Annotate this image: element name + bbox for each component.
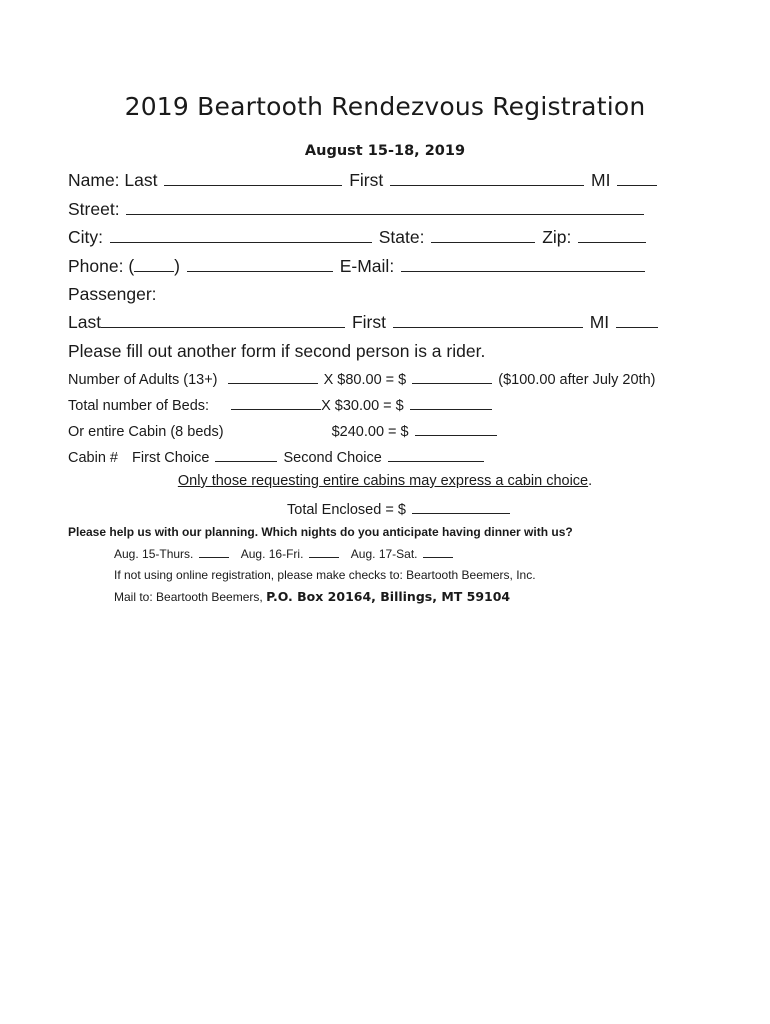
phone-label: Phone: ( — [68, 256, 135, 276]
cabin-label: Or entire Cabin (8 beds) — [68, 424, 224, 440]
cabin-note-row — [0, 473, 770, 489]
city-label: City: — [68, 227, 103, 247]
checks-note: If not using online registration, please make checks to: Beartooth Beemers, Inc. — [114, 568, 536, 582]
last-name-label: Name: Last — [68, 170, 158, 190]
total-row — [287, 499, 512, 518]
beds-row — [68, 395, 494, 414]
city-row — [68, 227, 648, 248]
street-field[interactable] — [126, 200, 644, 215]
mail-label: Mail to: Beartooth Beemers, — [114, 590, 263, 604]
zip-field[interactable] — [578, 228, 646, 243]
friday-label: Aug. 16-Fri. — [240, 547, 304, 561]
mail-row — [114, 589, 510, 604]
beds-label: Total number of Beds: — [68, 398, 210, 414]
email-field[interactable] — [401, 257, 645, 272]
cabin-row — [68, 421, 499, 440]
passenger-mi-field[interactable] — [616, 313, 658, 328]
mi-field[interactable] — [617, 171, 657, 186]
first-name-field[interactable] — [390, 171, 584, 186]
saturday-label: Aug. 17-Sat. — [350, 547, 418, 561]
state-label: State: — [378, 227, 425, 247]
passenger-label: Passenger: — [68, 284, 157, 304]
mi-label: MI — [591, 170, 611, 190]
adults-count-field[interactable] — [228, 369, 318, 384]
city-field[interactable] — [110, 228, 372, 243]
cabin-note: Only those requesting entire cabins may express a cabin choice — [177, 473, 589, 489]
mail-address: P.O. Box 20164, Billings, MT 59104 — [266, 589, 511, 604]
zip-label: Zip: — [542, 227, 572, 247]
form-title: 2019 Beartooth Rendezvous Registration — [124, 92, 646, 121]
passenger-first-field[interactable] — [393, 313, 583, 328]
passenger-last-label: Last — [68, 312, 102, 332]
second-choice-field[interactable] — [388, 447, 484, 462]
cabin-number-label: Cabin # — [68, 450, 118, 466]
email-label: E-Mail: — [339, 256, 395, 276]
cabin-price: $240.00 = $ — [331, 424, 409, 440]
phone-row — [68, 256, 647, 277]
saturday-field[interactable] — [423, 546, 453, 558]
passenger-first-label: First — [351, 312, 386, 332]
adults-price: X $80.00 = $ — [323, 372, 407, 388]
street-row — [68, 199, 646, 220]
beds-price: X $30.00 = $ — [321, 398, 404, 414]
dinner-question: Please help us with our planning. Which nights do you anticipate having dinner with us? — [68, 525, 573, 539]
second-choice-label: Second Choice — [283, 450, 382, 466]
first-choice-field[interactable] — [215, 447, 277, 462]
first-choice-label: First Choice — [132, 450, 210, 466]
adults-late-price: ($100.00 after July 20th) — [498, 372, 656, 388]
thursday-field[interactable] — [199, 546, 229, 558]
adults-total-field[interactable] — [412, 369, 492, 384]
cabin-total-field[interactable] — [415, 421, 497, 436]
total-field[interactable] — [412, 499, 510, 514]
street-label: Street: — [68, 199, 120, 219]
last-name-field[interactable] — [164, 171, 342, 186]
phone-paren-close: ) — [174, 256, 180, 276]
friday-field[interactable] — [309, 546, 339, 558]
name-row — [68, 170, 659, 191]
event-dates: August 15-18, 2019 — [304, 143, 466, 159]
phone-field[interactable] — [187, 257, 333, 272]
passenger-last-field[interactable] — [101, 313, 345, 328]
adults-label: Number of Adults (13+) — [68, 372, 218, 388]
beds-count-field[interactable] — [231, 395, 321, 410]
second-rider-note: Please fill out another form if second person is a rider. — [68, 341, 486, 361]
total-label: Total Enclosed = $ — [287, 502, 406, 518]
passenger-name-row — [68, 312, 660, 333]
passenger-mi-label: MI — [589, 312, 610, 332]
area-code-field[interactable] — [134, 257, 174, 272]
cabin-choice-row — [68, 447, 486, 466]
first-name-label: First — [349, 170, 384, 190]
state-field[interactable] — [431, 228, 535, 243]
cabin-note-period: . — [588, 473, 593, 489]
thursday-label: Aug. 15-Thurs. — [114, 547, 194, 561]
dinner-row — [114, 546, 455, 561]
beds-total-field[interactable] — [410, 395, 492, 410]
adults-row — [68, 369, 655, 388]
